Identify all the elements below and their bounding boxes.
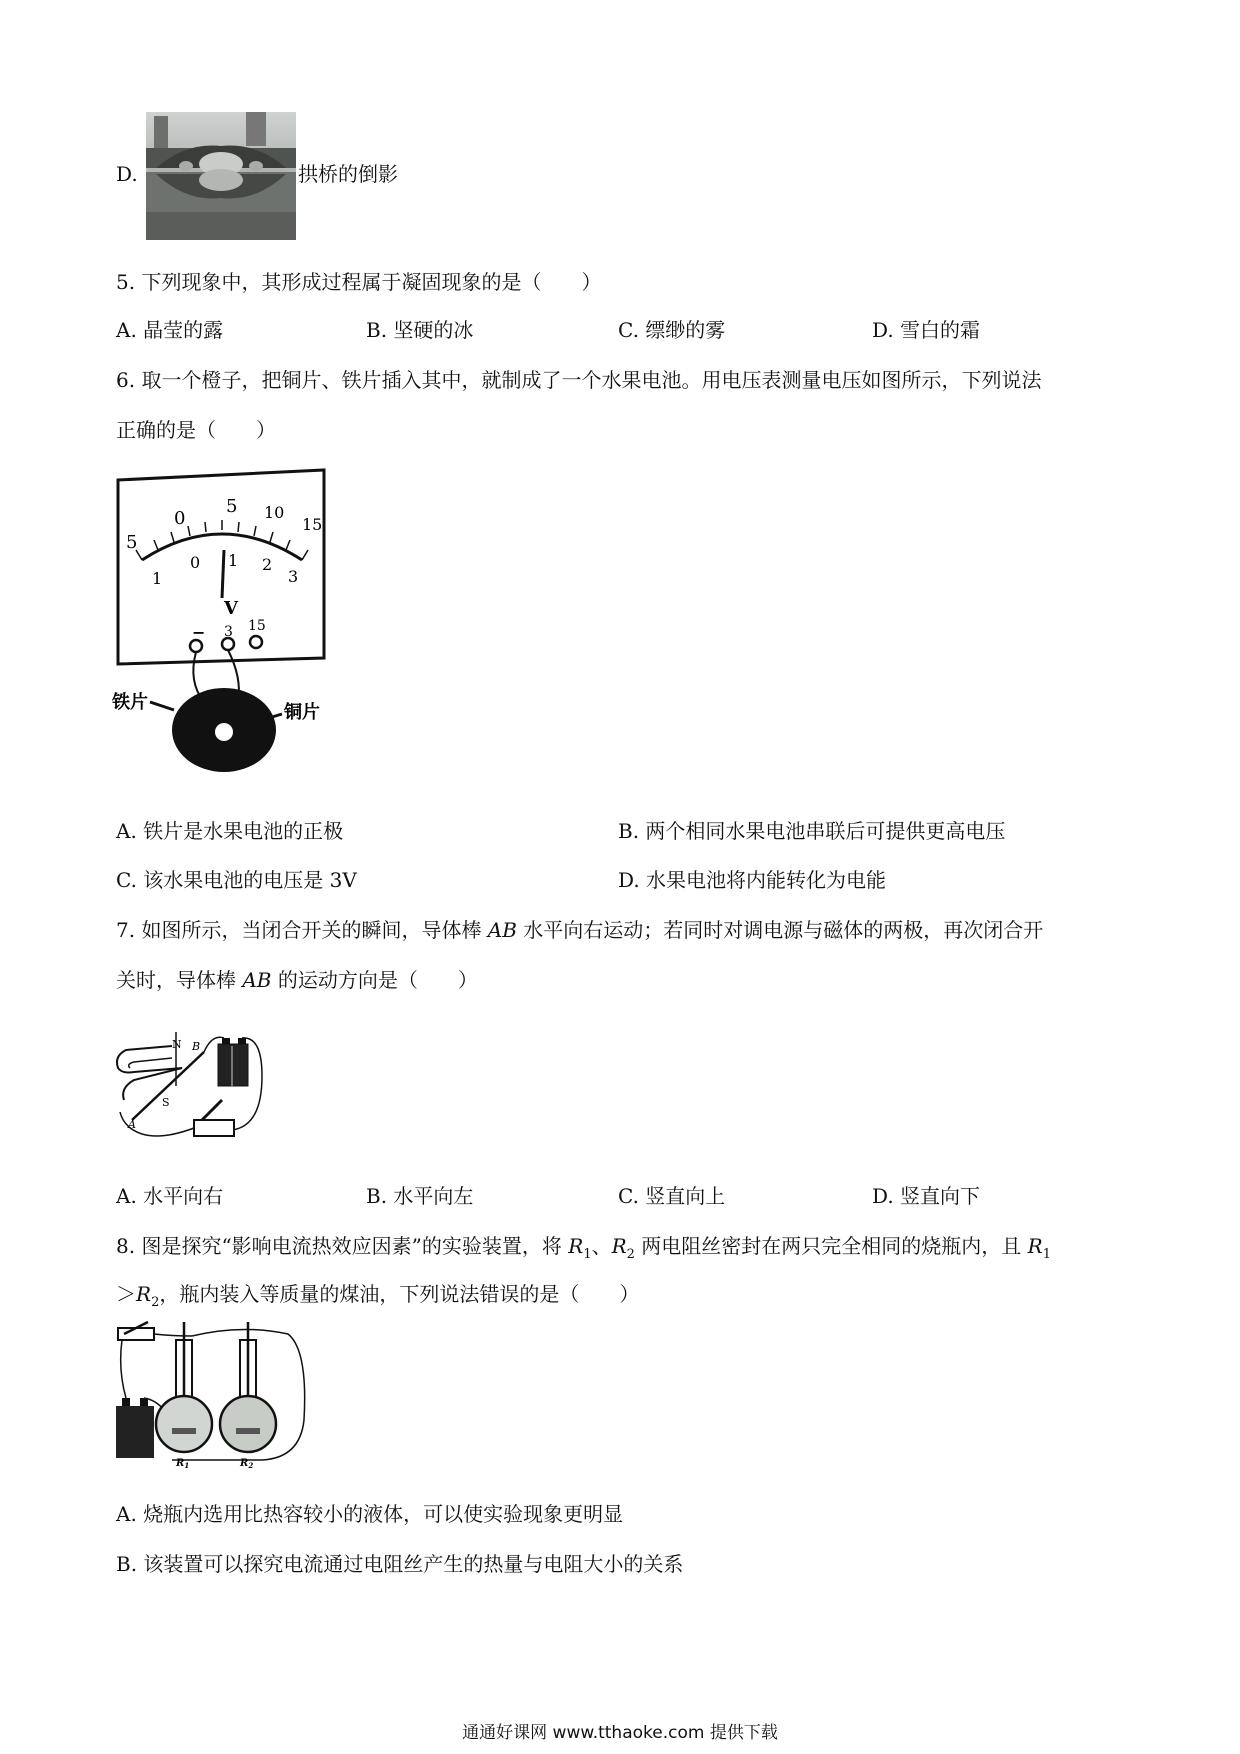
- terminal-label: 3: [224, 624, 233, 640]
- q8-stem-line1: 8. 图是探究“影响电流热效应因素”的实验装置，将 $R_1$、$R_2$ 两电阻丝密封在两只完全相同的烧瓶内，且 $R_1$: [116, 1234, 1051, 1262]
- lower-scale-label: 1: [152, 569, 163, 588]
- page-footer: 通通好课网 www.tthaoke.com 提供下载: [462, 1723, 778, 1743]
- magnet-conductor-circuit-figure: [112, 1016, 272, 1154]
- q8-option-a: A. 烧瓶内选用比热容较小的液体，可以使实验现象更明显: [116, 1502, 624, 1526]
- lower-scale-label: 1: [228, 551, 239, 570]
- arch-bridge-reflection-photo: [146, 112, 296, 240]
- q7-option-a: A. 水平向右: [116, 1184, 224, 1208]
- point-b-label: B: [192, 1040, 201, 1053]
- q6-option-a: A. 铁片是水果电池的正极: [116, 819, 344, 843]
- terminal-label: −: [192, 623, 206, 642]
- q6-option-d: D. 水果电池将内能转化为电能: [618, 868, 887, 892]
- south-pole-label: S: [162, 1096, 170, 1109]
- q7-option-b: B. 水平向左: [366, 1184, 474, 1208]
- q7-stem-line2: 关时，导体棒 AB 的运动方向是（ ）: [116, 968, 478, 992]
- lower-scale-label: 3: [288, 567, 299, 586]
- q8-option-b: B. 该装置可以探究电流通过电阻丝产生的热量与电阻大小的关系: [116, 1552, 684, 1576]
- heating-flasks-circuit-figure: [112, 1320, 312, 1470]
- q6-stem-line2: 正确的是（ ）: [116, 418, 276, 442]
- upper-scale-label: 5: [126, 532, 138, 553]
- q4-option-d-letter: D.: [116, 162, 138, 186]
- point-a-label: A: [128, 1118, 136, 1131]
- q6-stem-line1: 6. 取一个橙子，把铜片、铁片插入其中，就制成了一个水果电池。用电压表测量电压如图所示，下列说法: [116, 368, 1042, 392]
- q5-option-a: A. 晶莹的露: [116, 318, 224, 342]
- upper-scale-label: 15: [302, 515, 323, 534]
- q7-option-d: D. 竖直向下: [872, 1184, 981, 1208]
- iron-plate-label: 铁片: [112, 692, 148, 713]
- q5-stem: 5. 下列现象中，其形成过程属于凝固现象的是（ ）: [116, 270, 602, 294]
- upper-scale-label: 0: [174, 508, 186, 529]
- upper-scale-label: 5: [226, 496, 238, 517]
- q6-option-c: C. 该水果电池的电压是 3V: [116, 868, 357, 892]
- q5-option-b: B. 坚硬的冰: [366, 318, 474, 342]
- q5-option-d: D. 雪白的霜: [872, 318, 981, 342]
- voltmeter-fruit-battery-figure: [112, 468, 332, 774]
- unit-label: V: [224, 598, 238, 619]
- q4-option-d-text: 拱桥的倒影: [298, 162, 398, 186]
- q6-option-b: B. 两个相同水果电池串联后可提供更高电压: [618, 819, 1006, 843]
- terminal-label: 15: [248, 618, 266, 634]
- north-pole-label: N: [172, 1038, 182, 1051]
- copper-plate-label: 铜片: [284, 702, 320, 723]
- flask-r1-label: $R_1$: [176, 1458, 190, 1470]
- lower-scale-label: 0: [190, 553, 201, 572]
- upper-scale-label: 10: [264, 503, 285, 522]
- q7-option-c: C. 竖直向上: [618, 1184, 726, 1208]
- flask-r2-label: $R_2$: [240, 1458, 254, 1470]
- q7-stem-line1: 7. 如图所示，当闭合开关的瞬间，导体棒 AB 水平向右运动；若同时对调电源与磁体的两极，再次闭合开: [116, 918, 1044, 942]
- q8-stem-line2: $>R_2$，瓶内装入等质量的煤油，下列说法错误的是（ ）: [116, 1282, 640, 1310]
- lower-scale-label: 2: [262, 555, 273, 574]
- q5-option-c: C. 缥缈的雾: [618, 318, 726, 342]
